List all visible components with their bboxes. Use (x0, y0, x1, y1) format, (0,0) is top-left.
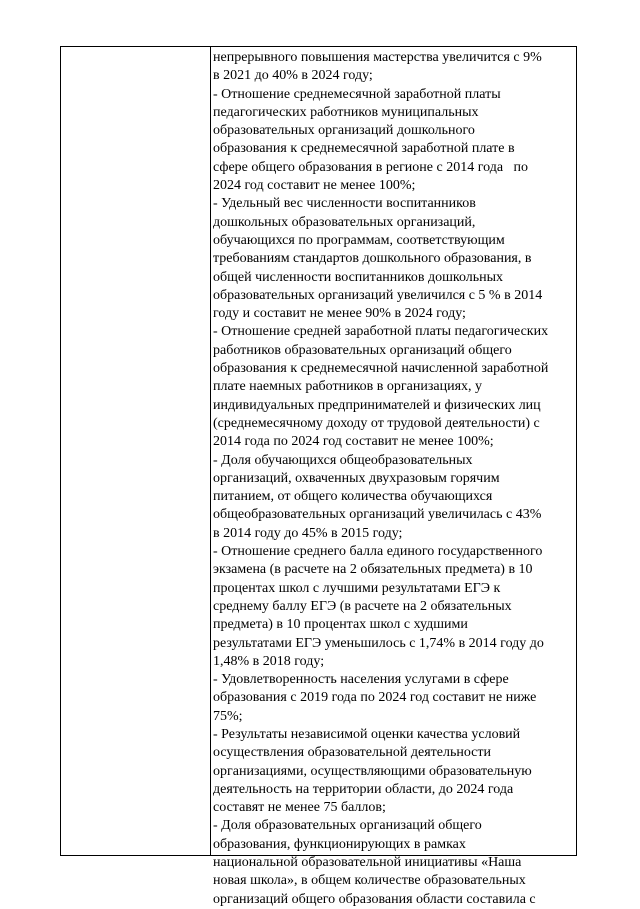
text-line: организаций, охваченных двухразовым горячим (213, 470, 500, 486)
text-line: обучающихся по программам, соответствующим (213, 232, 505, 248)
text-line: (среднемесячному доходу от трудовой деятельности) с (213, 415, 540, 431)
text-line: образования, функционирующих в рамках (213, 836, 466, 852)
text-line: общеобразовательных организаций увеличилась с 43% (213, 507, 542, 523)
text-line: 75%; (213, 708, 243, 724)
text-line: общей численности воспитанников дошкольных (213, 269, 504, 285)
text-line: работников образовательных организаций общего (213, 342, 512, 358)
text-line: организаций общего образования области составила с (213, 891, 536, 907)
text-line: 2014 года по 2024 год составит не менее 100%; (213, 434, 494, 450)
text-line: организациями, осуществляющими образовательную (213, 763, 532, 779)
text-line: плате наемных работников в организациях, у (213, 379, 483, 395)
text-line: образовательных организаций дошкольного (213, 123, 475, 139)
text-line: требованиям стандартов дошкольного образования, в (213, 251, 532, 267)
text-line: непрерывного повышения мастерства увеличится с 9% (213, 50, 542, 65)
text-line: в 2021 до 40% в 2024 году; (213, 68, 373, 84)
text-line: - Удельный вес численности воспитанников (213, 196, 476, 212)
text-line: индивидуальных предпринимателей и физических лиц (213, 397, 541, 413)
text-line: - Удовлетворенность населения услугами в сфере (213, 672, 509, 688)
text-line: - Отношение среднемесячной заработной платы (213, 86, 501, 102)
text-line: питанием, от общего количества обучающихся (213, 489, 493, 505)
text-line: образования к среднемесячной заработной плате в (213, 141, 515, 157)
text-line: осуществления образовательной деятельности (213, 745, 491, 761)
text-line: образовательных организаций увеличился с 5 % в 2014 (213, 287, 543, 303)
text-line: году и составит не менее 90% в 2024 году; (213, 306, 466, 322)
text-line: - Доля обучающихся общеобразовательных (213, 452, 473, 468)
text-line: сфере общего образования в регионе с 2014 года по (213, 159, 529, 175)
text-line: экзамена (в расчете на 2 обязательных предмета) в 10 (213, 562, 533, 578)
text-line: 2024 год составит не менее 100%; (213, 178, 416, 194)
table-right-cell (211, 47, 576, 907)
text-line: новая школа», в общем количестве образовательных (213, 873, 526, 889)
text-line: составят не менее 75 баллов; (213, 800, 386, 816)
text-line: процентах школ с лучшими результатами ЕГЭ к (213, 580, 501, 596)
text-line: - Отношение среднего балла единого государственного (213, 544, 543, 560)
text-line: образования с 2019 года по 2024 год составит не ниже (213, 690, 537, 706)
text-line: образования к среднемесячной начисленной заработной (213, 361, 549, 377)
document-table (60, 46, 577, 907)
text-line: дошкольных образовательных организаций, (213, 214, 476, 230)
text-line: - Результаты независимой оценки качества условий (213, 726, 521, 742)
text-line: педагогических работников муниципальных (213, 104, 479, 120)
text-line: - Доля образовательных организаций общего (213, 818, 482, 834)
text-line: - Отношение средней заработной платы педагогических (213, 324, 549, 340)
text-line: среднему баллу ЕГЭ (в расчете на 2 обязательных (213, 598, 512, 614)
text-line: деятельность на территории области, до 2024 года (213, 781, 514, 797)
text-line: предмета) в 10 процентах школ с худшими (213, 617, 468, 633)
text-line: в 2014 году до 45% в 2015 году; (213, 525, 403, 541)
text-line: результатами ЕГЭ уменьшилось с 1,74% в 2014 году до (213, 635, 544, 651)
text-line: 1,48% в 2018 году; (213, 653, 325, 669)
text-line: национальной образовательной инициативы «Наша (213, 855, 522, 871)
table-left-cell (61, 47, 211, 855)
